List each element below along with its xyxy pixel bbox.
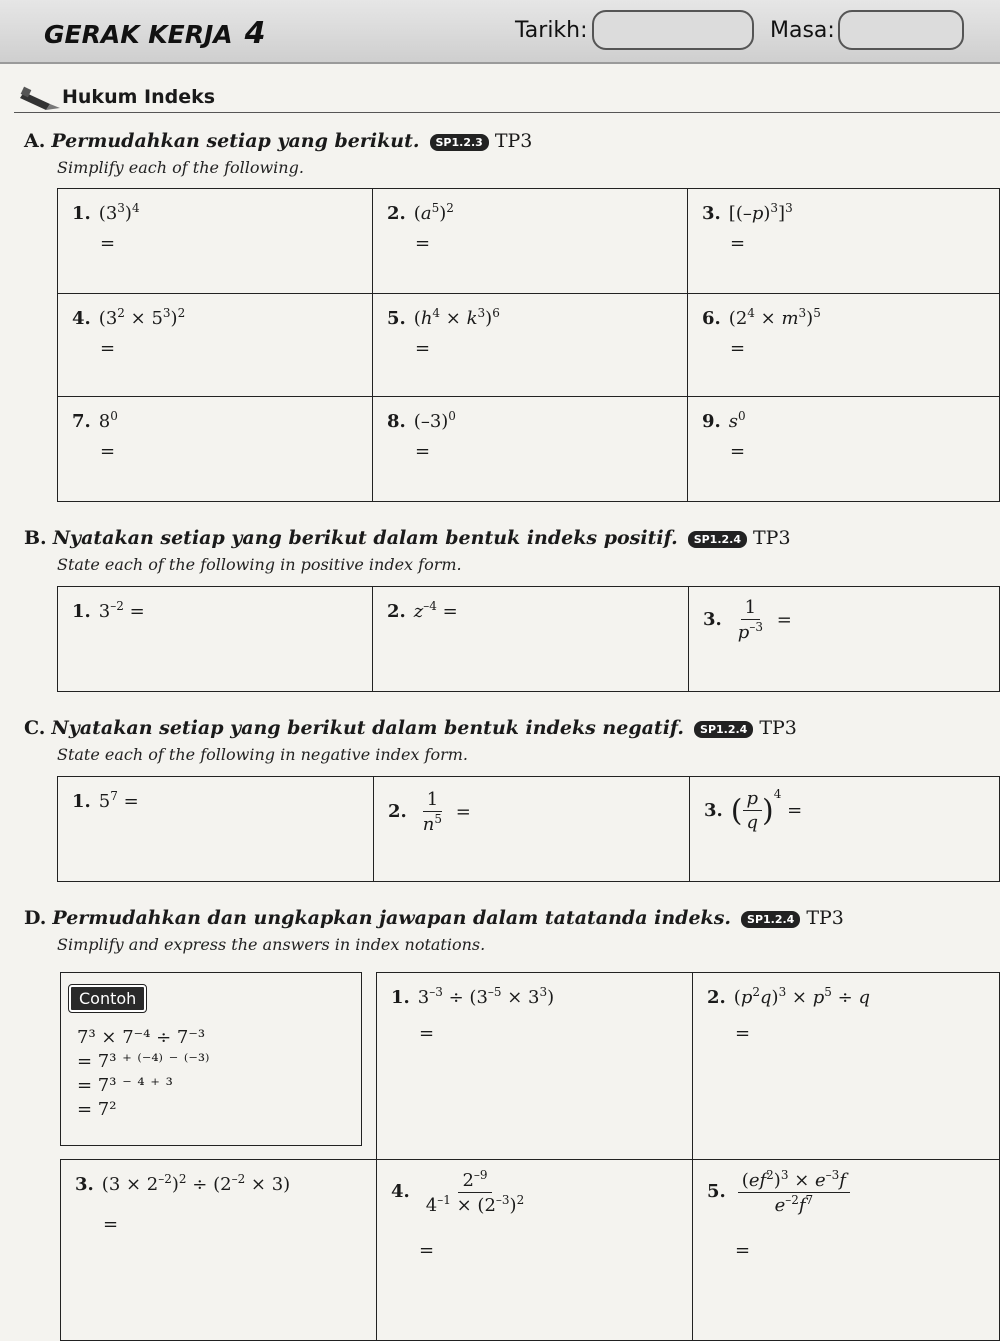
question-cell[interactable] <box>692 972 1000 1160</box>
question-number: 3. <box>704 800 723 821</box>
question: 6. $(2^4 \times m^3)^5$ <box>702 306 821 329</box>
example-line: = 7² <box>77 1099 117 1120</box>
answer-equals: = <box>100 338 116 359</box>
section-a-subtitle: Simplify each of the following. <box>57 158 304 177</box>
example-badge: Contoh <box>69 985 146 1012</box>
question-number: 2. <box>707 987 726 1008</box>
section-b-heading <box>24 527 791 549</box>
question: 8. $(-3)^0$ <box>387 409 456 432</box>
question-cell[interactable] <box>689 776 1000 882</box>
section-title: Permudahkan setiap yang berikut. <box>51 130 420 152</box>
question-cell[interactable] <box>57 293 373 397</box>
question: 2. $(a^5)^2$ <box>387 201 454 224</box>
section-title: Nyatakan setiap yang berikut dalam bentuk indeks positif. <box>52 527 678 549</box>
question-number: 8. <box>387 411 406 432</box>
question-number: 2. <box>387 601 406 622</box>
answer-equals: = <box>100 441 116 462</box>
question: 9. $s^0$ <box>702 409 746 432</box>
section-b-subtitle: State each of the following in positive index form. <box>57 555 462 574</box>
question-number: 5. <box>387 308 406 329</box>
section-c-subtitle: State each of the following in negative index form. <box>57 745 468 764</box>
question-cell[interactable] <box>57 396 373 502</box>
page-header <box>0 0 1000 64</box>
section-title: Nyatakan setiap yang berikut dalam bentuk indeks negatif. <box>51 717 685 739</box>
section-d-heading <box>24 907 844 929</box>
question-number: 1. <box>72 203 91 224</box>
section-letter: C. <box>24 717 46 739</box>
section-letter: D. <box>24 907 47 929</box>
answer-equals: = <box>419 1240 435 1261</box>
answer-equals: = <box>419 1023 435 1044</box>
example-line: = 7³ ⁺ ⁽⁻⁴⁾ ⁻ ⁽⁻³⁾ <box>77 1051 210 1072</box>
question-cell[interactable] <box>687 293 1000 397</box>
answer-equals: = <box>455 801 471 823</box>
question-cell[interactable] <box>687 396 1000 502</box>
question-cell[interactable] <box>60 1159 377 1341</box>
question-number: 3. <box>702 203 721 224</box>
question-number: 1. <box>72 601 91 622</box>
fraction: $\frac{(ef^2)^3 \times e^{-3}f}{e^{-2}f^7}$ <box>738 1168 850 1217</box>
question <box>388 789 471 836</box>
question-number: 6. <box>702 308 721 329</box>
date-label: Tarikh: <box>515 18 588 43</box>
fraction: $\frac{2^{-9}}{4^{-1} \times (2^{-3})^2}$ <box>425 1168 525 1216</box>
question-cell[interactable] <box>376 972 693 1160</box>
answer-equals: = <box>415 233 431 254</box>
section-a-heading <box>24 130 532 152</box>
answer-equals: = <box>100 233 116 254</box>
standard-badge: SP1.2.4 <box>688 531 747 548</box>
section-letter: B. <box>24 527 47 549</box>
title-number: 4 <box>244 16 266 51</box>
answer-equals: = <box>730 441 746 462</box>
question-cell[interactable] <box>372 188 688 294</box>
fraction: $\frac{1}{p^{-3}}$ <box>737 597 763 643</box>
answer-equals: = <box>730 338 746 359</box>
question-cell[interactable] <box>372 396 688 502</box>
question-cell[interactable] <box>373 776 690 882</box>
question-cell[interactable] <box>57 188 373 294</box>
fraction: $\frac{p}{q}$ <box>743 788 763 834</box>
question: 2. $z^{-4}$ = <box>387 599 458 622</box>
question: 3. $[(-p)^3]^3$ <box>702 201 793 224</box>
question <box>703 597 792 644</box>
question-number: 9. <box>702 411 721 432</box>
example-cell <box>60 972 362 1146</box>
question: 1. $(3^3)^4$ <box>72 201 140 224</box>
answer-equals: = <box>103 1214 119 1235</box>
worksheet-title <box>44 16 266 51</box>
question-cell[interactable] <box>376 1159 693 1341</box>
tp-label: TP3 <box>806 907 844 929</box>
question-cell[interactable] <box>57 586 373 692</box>
topic-heading <box>14 84 1000 113</box>
question: 5. $(h^4 \times k^3)^6$ <box>387 306 500 329</box>
topic-title: Hukum Indeks <box>62 86 216 108</box>
tp-label: TP3 <box>494 130 533 152</box>
question: 2. $(p^2q)^3 \times p^5 \div q$ <box>707 985 870 1008</box>
answer-equals: = <box>776 609 792 631</box>
answer-equals: = <box>415 338 431 359</box>
answer-equals: = <box>442 601 458 622</box>
time-label: Masa: <box>770 18 835 43</box>
question-cell[interactable] <box>692 1159 1000 1341</box>
question: 3. $(3 \times 2^{-2})^2 \div (2^{-2} \times 3)$ <box>75 1172 291 1195</box>
question: 1. $3^{-3} \div (3^{-5} \times 3^3)$ <box>391 985 555 1008</box>
tp-label: TP3 <box>753 527 791 549</box>
question-cell[interactable] <box>687 188 1000 294</box>
answer-equals: = <box>730 233 746 254</box>
question <box>707 1168 854 1217</box>
section-d-subtitle: Simplify and express the answers in index notations. <box>57 935 486 954</box>
answer-equals: = <box>787 800 803 821</box>
question: 1. $5^7$ = <box>72 789 139 812</box>
question-number: 1. <box>391 987 410 1008</box>
question-cell[interactable] <box>688 586 1000 692</box>
date-field[interactable] <box>592 10 754 50</box>
standard-badge: SP1.2.3 <box>430 134 489 151</box>
question-number: 4. <box>391 1181 410 1203</box>
answer-equals: = <box>735 1240 751 1261</box>
tp-label: TP3 <box>759 717 797 739</box>
pencil-icon <box>20 84 64 110</box>
question: 7. $8^0$ <box>72 409 118 432</box>
answer-equals: = <box>415 441 431 462</box>
answer-equals: = <box>123 791 139 812</box>
section-letter: A. <box>24 130 46 152</box>
question-number: 1. <box>72 791 91 812</box>
question-number: 4. <box>72 308 91 329</box>
fraction: $\frac{1}{n^5}$ <box>422 789 443 835</box>
title-text: GERAK KERJA <box>44 20 233 49</box>
question-number: 2. <box>388 801 407 823</box>
question: 4. $(3^2 \times 5^3)^2$ <box>72 306 186 329</box>
question <box>391 1168 532 1217</box>
question-number: 3. <box>75 1174 94 1195</box>
section-title: Permudahkan dan ungkapkan jawapan dalam tatatanda indeks. <box>52 907 732 929</box>
question-cell[interactable] <box>57 776 374 882</box>
example-line: 7³ × 7⁻⁴ ÷ 7⁻³ <box>77 1027 206 1048</box>
question: 3. ( $\frac{p}{q}$ )$^4$ = <box>704 787 803 833</box>
question: 1. $3^{-2}$ = <box>72 599 145 622</box>
question-number: 3. <box>703 609 722 631</box>
question-cell[interactable] <box>372 293 688 397</box>
question-number: 7. <box>72 411 91 432</box>
example-line: = 7³ ⁻ ⁴ ⁺ ³ <box>77 1075 173 1096</box>
answer-equals: = <box>735 1023 751 1044</box>
answer-equals: = <box>129 601 145 622</box>
time-field[interactable] <box>838 10 964 50</box>
section-c-heading <box>24 717 797 739</box>
question-number: 5. <box>707 1181 726 1203</box>
question-cell[interactable] <box>372 586 689 692</box>
question-number: 2. <box>387 203 406 224</box>
standard-badge: SP1.2.4 <box>741 911 800 928</box>
standard-badge: SP1.2.4 <box>694 721 753 738</box>
